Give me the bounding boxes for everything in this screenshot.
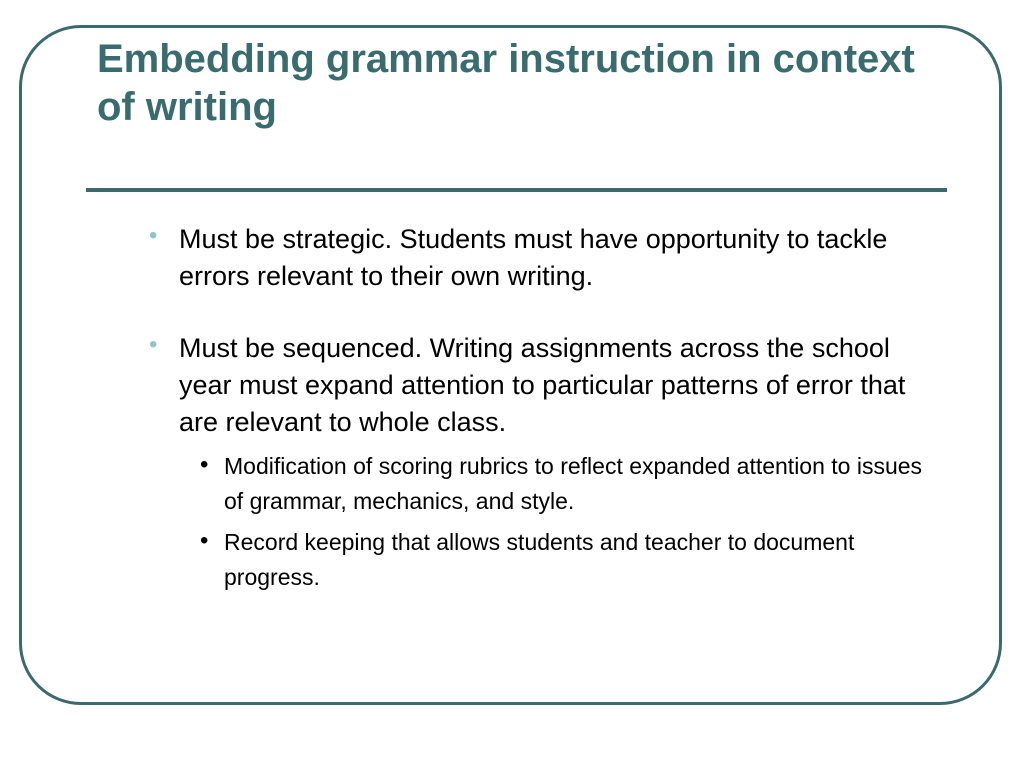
bullet-text: Must be sequenced. Writing assignments across the school year must expand attention to particular patterns of error that are relevant to whole class.: [179, 333, 906, 437]
bullet-dot-icon: •: [200, 451, 209, 478]
bullet-dot-icon: •: [149, 331, 158, 358]
sub-bullet-text: Modification of scoring rubrics to reflect expanded attention to issues of grammar, mechanics, and style.: [224, 453, 923, 514]
slide-title: Embedding grammar instruction in context of writing: [97, 37, 915, 129]
bullet-dot-icon: •: [149, 222, 158, 249]
slide-content: [140, 221, 940, 601]
sub-bullet-list: [200, 449, 940, 595]
bullet-text: Must be strategic. Students must have opportunity to tackle errors relevant to their own writing.: [179, 224, 888, 291]
sub-bullet-item: [200, 449, 940, 519]
bullet-dot-icon: •: [200, 527, 209, 554]
sub-bullet-text: Record keeping that allows students and teacher to document progress.: [224, 529, 855, 590]
bullet-item: [140, 330, 940, 441]
sub-bullet-item: [200, 525, 940, 595]
bullet-item: [140, 221, 940, 295]
title-divider: [86, 188, 947, 192]
